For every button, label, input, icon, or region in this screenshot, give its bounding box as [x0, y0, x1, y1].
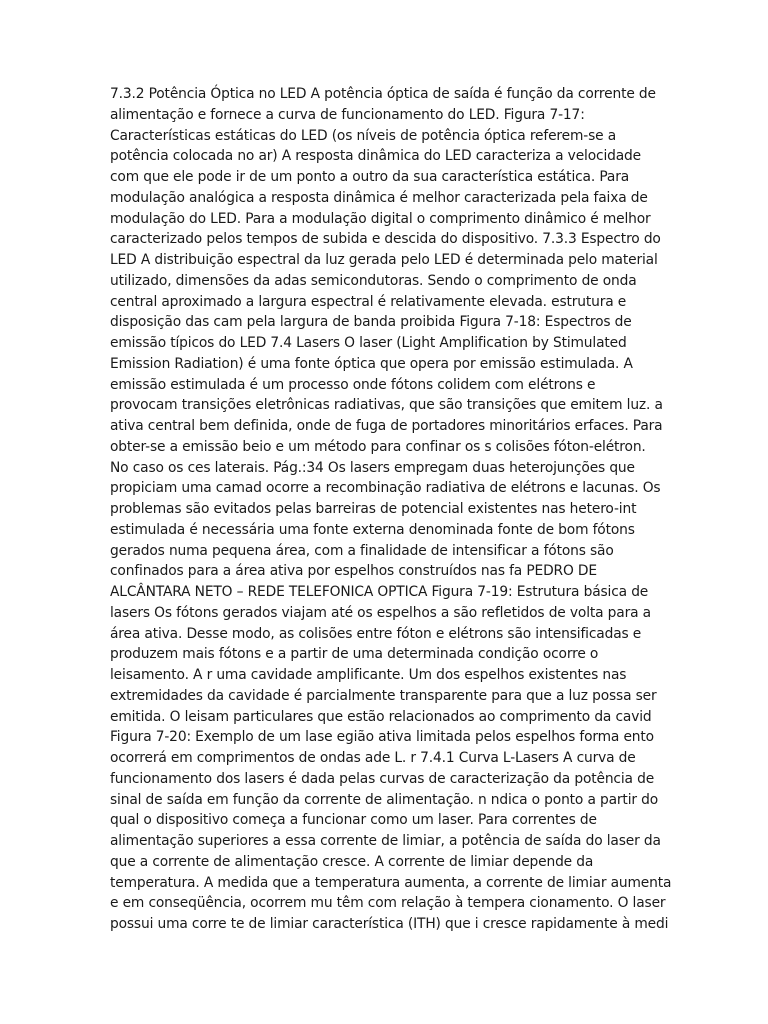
- text-line: emitida. O leisam particulares que estão relacionados ao comprimento da cavid: [110, 708, 652, 725]
- text-line: No caso os ces laterais. Pág.:34 Os lasers empregam duas heterojunções que: [110, 459, 635, 476]
- text-line: emissão típicos do LED 7.4 Lasers O laser (Light Amplification by Stimulated: [110, 335, 627, 351]
- text-line: modulação do LED. Para a modulação digital o comprimento dinâmico é melhor: [110, 210, 651, 227]
- text-line: gerados numa pequena área, com a finalidade de intensificar a fótons são: [110, 542, 614, 559]
- text-line: Emission Radiation) é uma fonte óptica que opera por emissão estimulada. A: [110, 355, 633, 372]
- text-line: e em conseqüência, ocorrem mu têm com relação à tempera cionamento. O laser: [110, 895, 666, 912]
- text-line: ativa central bem definida, onde de fuga de portadores minoritários erfaces. Para: [110, 418, 663, 434]
- text-line: possui uma corre te de limiar característica (ITH) que i cresce rapidamente à medi: [110, 916, 669, 932]
- text-line: propiciam uma camad ocorre a recombinação radiativa de elétrons e lacunas. Os: [110, 480, 661, 497]
- text-line: qual o dispositivo começa a funcionar como um laser. Para correntes de: [110, 812, 597, 829]
- text-line: área ativa. Desse modo, as colisões entre fóton e elétrons são intensificadas e: [110, 625, 642, 642]
- body-paragraph: [110, 84, 670, 935]
- text-line: central aproximado a largura espectral é relativamente elevada. estrutura e: [110, 293, 627, 310]
- text-line: Figura 7-20: Exemplo de um lase egião ativa limitada pelos espelhos forma ento: [110, 729, 654, 746]
- text-line: emissão estimulada é um processo onde fótons colidem com elétrons e: [110, 376, 596, 393]
- text-line: disposição das cam pela largura de banda proibida Figura 7-18: Espectros de: [110, 314, 632, 331]
- text-line: 7.3.2 Potência Óptica no LED A potência óptica de saída é função da corrente de: [110, 86, 656, 102]
- text-line: leisamento. A r uma cavidade amplificante. Um dos espelhos existentes nas: [110, 667, 627, 683]
- text-line: alimentação superiores a essa corrente de limiar, a potência de saída do laser da: [110, 833, 661, 849]
- text-line: extremidades da cavidade é parcialmente transparente para que a luz possa ser: [110, 687, 657, 704]
- text-line: potência colocada no ar) A resposta dinâmica do LED caracteriza a velocidade: [110, 148, 641, 165]
- text-line: que a corrente de alimentação cresce. A corrente de limiar depende da: [110, 853, 594, 870]
- text-line: Características estáticas do LED (os níveis de potência óptica referem-se a: [110, 127, 617, 144]
- text-line: modulação analógica a resposta dinâmica é melhor caracterizada pela faixa de: [110, 189, 648, 206]
- text-line: funcionamento dos lasers é dada pelas curvas de caracterização da potência de: [110, 770, 655, 787]
- text-line: utilizado, dimensões da adas semicondutoras. Sendo o comprimento de onda: [110, 272, 637, 289]
- text-line: provocam transições eletrônicas radiativas, que são transições que emitem luz. a: [110, 397, 663, 414]
- text-line: estimulada é necessária uma fonte externa denominada fonte de bom fótons: [110, 521, 635, 538]
- text-line: temperatura. A medida que a temperatura aumenta, a corrente de limiar aumenta: [110, 874, 672, 891]
- text-line: problemas são evitados pelas barreiras de potencial existentes nas hetero-int: [110, 501, 637, 517]
- text-line: alimentação e fornece a curva de funcionamento do LED. Figura 7-17:: [110, 106, 585, 123]
- text-line: caracterizado pelos tempos de subida e descida do dispositivo. 7.3.3 Espectro do: [110, 231, 661, 248]
- text-line: produzem mais fótons e a partir de uma determinada condição ocorre o: [110, 646, 599, 663]
- text-line: sinal de saída em função da corrente de alimentação. n ndica o ponto a partir do: [110, 791, 659, 808]
- text-line: obter-se a emissão beio e um método para confinar os s colisões fóton-elétron.: [110, 438, 646, 455]
- text-line: confinados para a área ativa por espelhos construídos nas fa PEDRO DE: [110, 563, 597, 580]
- text-line: ALCÂNTARA NETO – REDE TELEFONICA OPTICA Figura 7-19: Estrutura básica de: [110, 584, 649, 600]
- text-line: LED A distribuição espectral da luz gerada pelo LED é determinada pelo material: [110, 252, 658, 268]
- text-line: lasers Os fótons gerados viajam até os espelhos a são refletidos de volta para a: [110, 604, 651, 621]
- text-line: com que ele pode ir de um ponto a outro da sua característica estática. Para: [110, 169, 630, 185]
- text-line: ocorrerá em comprimentos de ondas ade L. r 7.4.1 Curva L-Lasers A curva de: [110, 750, 636, 766]
